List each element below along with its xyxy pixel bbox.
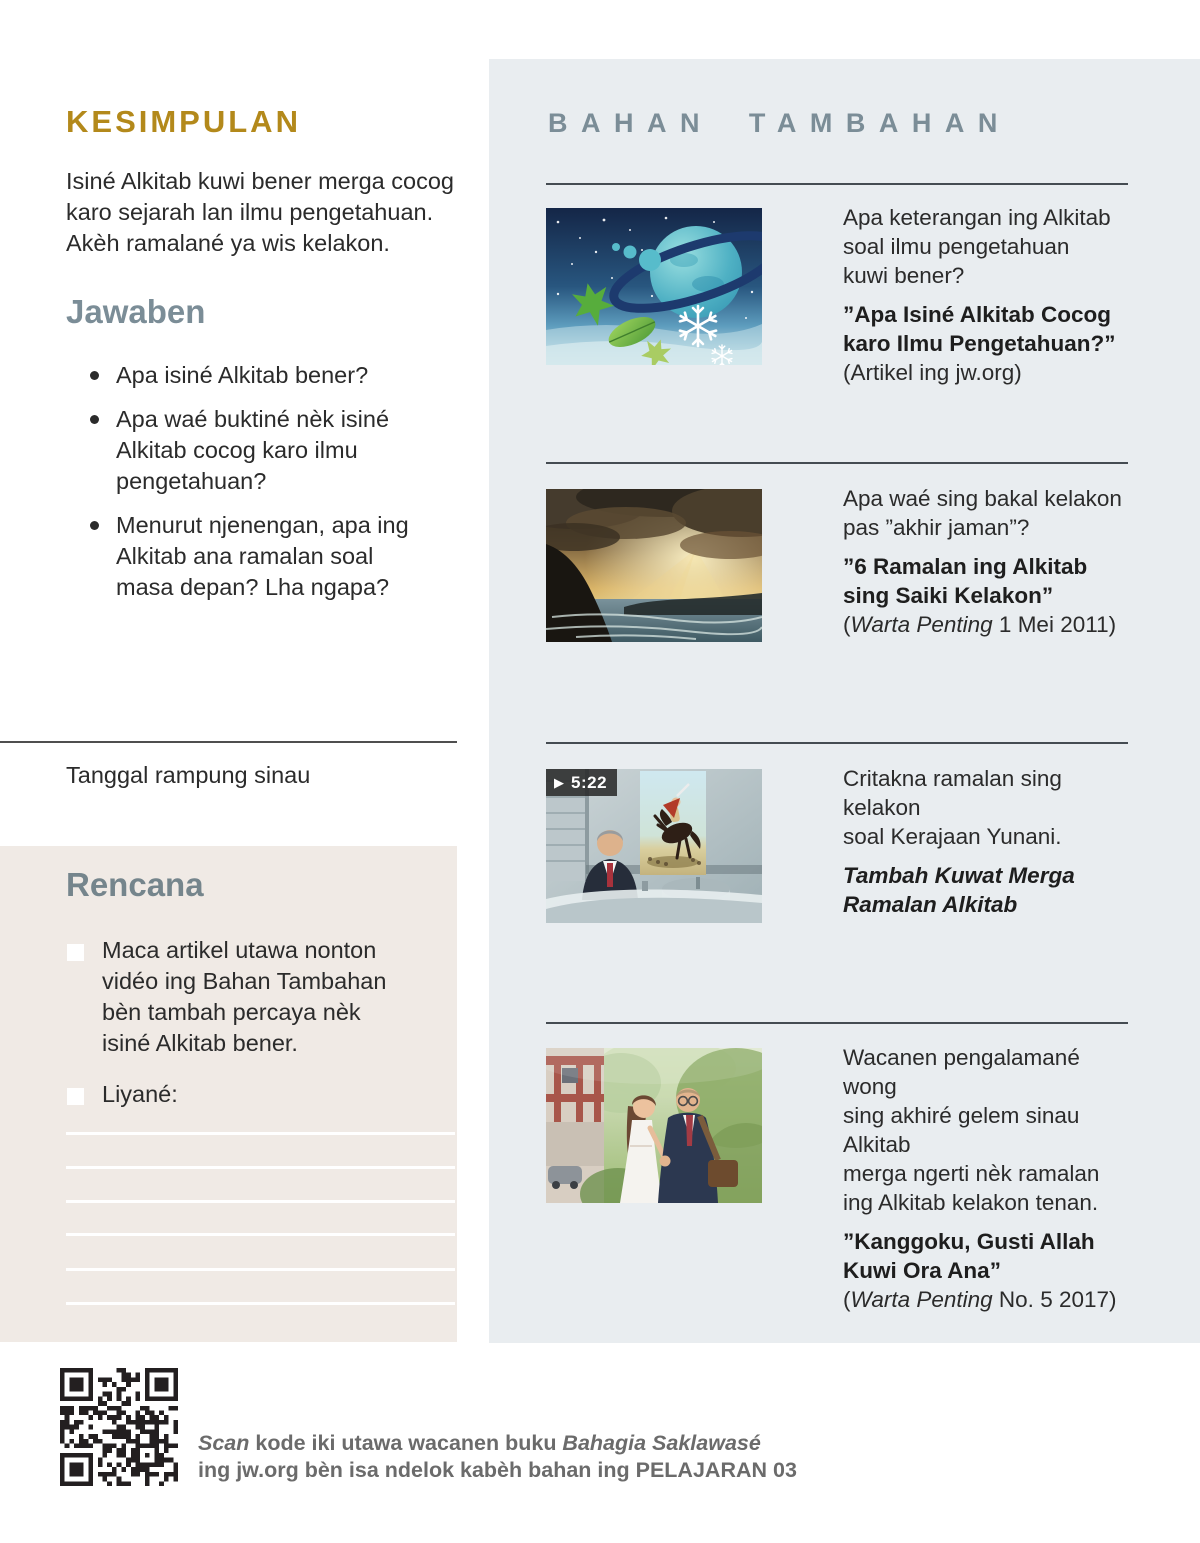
note-text: No. 5 2017) bbox=[992, 1287, 1117, 1312]
kesimpulan-paragraph: Isiné Alkitab kuwi bener merga cocog karo sejarah lan ilmu pengetahuan. Akèh ramalané ya wis kelakon. bbox=[66, 168, 454, 256]
divider bbox=[546, 742, 1128, 744]
storm-sky-photo bbox=[546, 489, 762, 642]
item-question: Apa keterangan ing Alkitab soal ilmu pengetahuan kuwi bener? bbox=[843, 205, 1111, 288]
item-note bbox=[843, 1285, 1128, 1314]
writing-line[interactable] bbox=[66, 1200, 455, 1203]
footer-scan-word: Scan bbox=[198, 1431, 250, 1455]
bahan-tambahan-heading: BAHAN TAMBAHAN bbox=[548, 108, 1011, 138]
supplement-item-text bbox=[843, 484, 1128, 642]
video-duration-badge bbox=[546, 769, 617, 796]
jawaben-question-list bbox=[90, 360, 430, 616]
item-reference bbox=[843, 552, 1128, 639]
footer-text-run: kode iki utawa wacanen buku bbox=[249, 1431, 563, 1455]
item-note bbox=[843, 610, 1128, 639]
supplement-item bbox=[546, 486, 1128, 642]
item-title: ”Apa Isiné Alkitab Cocog karo Ilmu Pengetahuan?” bbox=[843, 302, 1116, 356]
item-reference bbox=[843, 861, 1128, 919]
divider bbox=[0, 741, 457, 743]
completion-date-label: Tanggal rampung sinau bbox=[66, 762, 311, 788]
item-question: Critakna ramalan sing kelakon soal Kerajaan Yunani. bbox=[843, 766, 1062, 849]
supplement-item bbox=[546, 205, 1128, 387]
item-reference bbox=[843, 1227, 1128, 1314]
writing-line[interactable] bbox=[66, 1302, 455, 1305]
item-question: Wacanen pengalamané wong sing akhiré gelem sinau Alkitab merga ngerti nèk ramalan ing Alkitab kelakon tenan. bbox=[843, 1045, 1100, 1215]
supplement-item bbox=[546, 1045, 1128, 1314]
note-italic-text: Warta Penting bbox=[850, 1287, 993, 1312]
note-text: 1 Mei 2011) bbox=[992, 612, 1117, 637]
kesimpulan-heading: KESIMPULAN bbox=[66, 104, 301, 139]
note-italic-text: Warta Penting bbox=[850, 612, 993, 637]
item-reference bbox=[843, 300, 1128, 387]
walking-couple-photo bbox=[546, 1048, 762, 1203]
writing-line[interactable] bbox=[66, 1233, 455, 1236]
item-title: ”6 Ramalan ing Alkitab sing Saiki Kelakon” bbox=[843, 554, 1088, 608]
divider bbox=[546, 183, 1128, 185]
divider bbox=[546, 1022, 1128, 1024]
item-note bbox=[843, 358, 1128, 387]
footer-book-title: Bahagia Saklawasé bbox=[562, 1431, 761, 1455]
writing-line[interactable] bbox=[66, 1268, 455, 1271]
science-article-thumbnail[interactable] bbox=[546, 208, 762, 387]
note-text: (Artikel ing jw.org) bbox=[843, 360, 1022, 385]
bullet-icon bbox=[90, 521, 99, 530]
list-item bbox=[90, 360, 430, 391]
note-text: ( bbox=[843, 612, 851, 637]
video-thumbnail[interactable] bbox=[546, 769, 762, 923]
footer-line-2: ing jw.org bèn isa ndelok kabèh bahan ing PELAJARAN 03 bbox=[198, 1458, 797, 1482]
task-label: Liyané: bbox=[102, 1081, 178, 1107]
play-icon: ▶ bbox=[554, 775, 564, 790]
supplement-item-text bbox=[843, 203, 1128, 387]
list-item bbox=[90, 404, 430, 497]
task-label: Maca artikel utawa nonton vidéo ing Bahan Tambahan bèn tambah percaya nèk isiné Alkitab bener. bbox=[102, 937, 387, 1056]
supplement-item-text bbox=[843, 1043, 1128, 1314]
qr-code bbox=[60, 1368, 178, 1486]
task-checkbox[interactable] bbox=[67, 1088, 84, 1105]
question-text: Apa isiné Alkitab bener? bbox=[116, 362, 369, 388]
supplement-item-text bbox=[843, 764, 1128, 923]
list-item bbox=[90, 510, 430, 603]
experience-article-thumbnail[interactable] bbox=[546, 1048, 762, 1314]
horseman-painting bbox=[640, 771, 706, 875]
note-text: ( bbox=[843, 1287, 851, 1312]
footer-line-1 bbox=[198, 1430, 818, 1457]
divider bbox=[546, 462, 1128, 464]
item-title: Tambah Kuwat Merga Ramalan Alkitab bbox=[843, 863, 1075, 917]
parked-car bbox=[548, 1166, 582, 1184]
item-title: ”Kanggoku, Gusti Allah Kuwi Ora Ana” bbox=[843, 1229, 1095, 1283]
task-checkbox[interactable] bbox=[67, 944, 84, 961]
shoulder-bag bbox=[708, 1160, 738, 1187]
writing-line[interactable] bbox=[66, 1166, 455, 1169]
question-text: Menurut njenengan, apa ing Alkitab ana ramalan soal masa depan? Lha ngapa? bbox=[116, 512, 409, 600]
question-text: Apa waé buktiné nèk isiné Alkitab cocog karo ilmu pengetahuan? bbox=[116, 406, 390, 494]
planet-illustration bbox=[546, 208, 762, 365]
bullet-icon bbox=[90, 415, 99, 424]
supplement-item bbox=[546, 766, 1128, 923]
item-question: Apa waé sing bakal kelakon pas ”akhir jaman”? bbox=[843, 486, 1122, 540]
jawaben-heading: Jawaben bbox=[66, 293, 206, 330]
storm-article-thumbnail[interactable] bbox=[546, 489, 762, 642]
video-duration: 5:22 bbox=[571, 772, 608, 792]
footer-scan-note bbox=[198, 1430, 818, 1484]
rencana-heading: Rencana bbox=[66, 866, 204, 903]
bullet-icon bbox=[90, 371, 99, 380]
writing-line[interactable] bbox=[66, 1132, 455, 1135]
